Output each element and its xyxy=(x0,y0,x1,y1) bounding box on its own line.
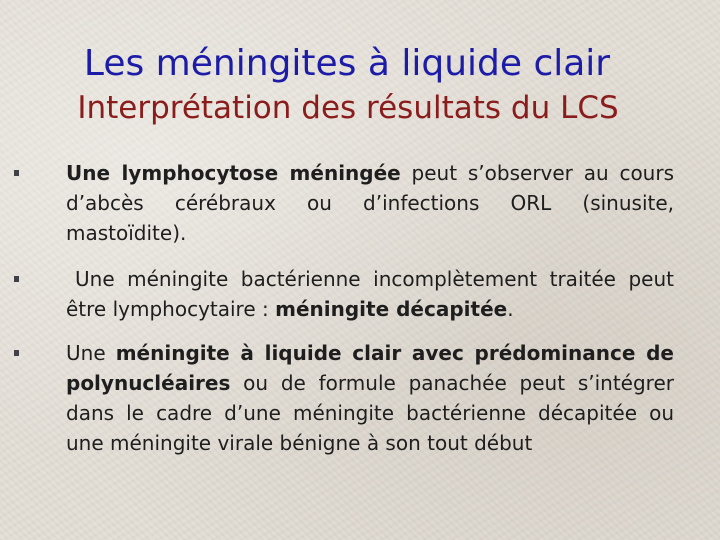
bullet-text: Une méningite bactérienne incomplètement traitée peut être lymphocytaire : xyxy=(66,267,674,321)
bullet-item-meningite-decapitee xyxy=(66,264,674,324)
square-bullet-icon xyxy=(14,350,19,356)
square-bullet-icon xyxy=(14,170,19,176)
bullet-text: peut s’observer au cours d’abcès cérébraux ou d’infections ORL (sinusite, mastoïdite). xyxy=(66,161,675,245)
bullet-emphasis: méningite décapitée xyxy=(275,297,508,321)
bullet-text: . xyxy=(507,297,514,321)
slide-subtitle: Interprétation des résultats du LCS xyxy=(77,90,619,126)
square-bullet-icon xyxy=(14,276,19,282)
slide-title: Les méningites à liquide clair xyxy=(83,43,611,84)
bullet-emphasis: méningite à liquide clair avec prédominance de polynucléaires xyxy=(66,341,674,395)
bullet-text: Une xyxy=(66,341,116,365)
bullet-item-lymphocytose xyxy=(66,158,674,248)
bullet-emphasis: Une lymphocytose méningée xyxy=(66,161,401,185)
bullet-item-polynucleaires xyxy=(66,338,674,458)
bullet-text: ou de formule panachée peut s’intégrer dans le cadre d’une méningite bactérienne décapitée ou une méningite virale bénigne à son tout début xyxy=(66,371,674,455)
